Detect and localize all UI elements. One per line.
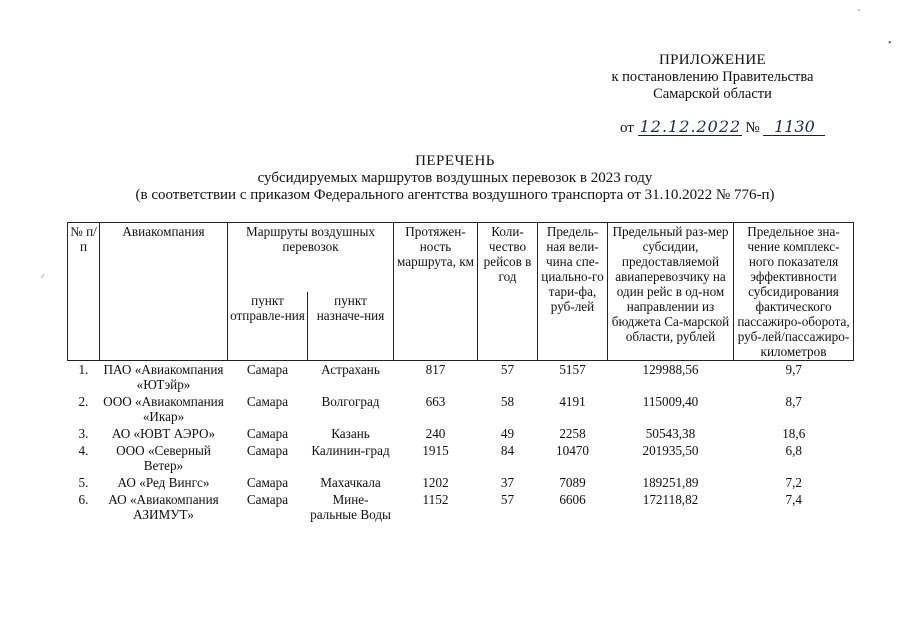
cell-num: 6. xyxy=(78,492,89,507)
cell-efficiency: 6,8 xyxy=(785,443,802,458)
decree-number-label: № xyxy=(745,120,760,136)
cell-length: 1202 xyxy=(422,475,449,490)
table-row xyxy=(68,425,854,442)
appendix-title: ПРИЛОЖЕНИЕ xyxy=(658,52,767,68)
table-row xyxy=(68,393,854,425)
document-basis: (в соответствии с приказом Федерального агентства воздушного транспорта от 31.10.2022 № 776-п) xyxy=(135,187,775,203)
cell-num: 3. xyxy=(78,426,89,441)
cell-num: 4. xyxy=(78,443,89,458)
cell-flights: 57 xyxy=(500,492,515,507)
cell-flights: 37 xyxy=(500,475,515,490)
cell-subsidy: 189251,89 xyxy=(642,475,699,490)
cell-tariff: 5157 xyxy=(559,362,586,377)
cell-destination: Казань xyxy=(331,426,370,441)
cell-length: 817 xyxy=(425,362,446,377)
cell-destination: Волгоград xyxy=(321,394,380,409)
cell-departure: Самара xyxy=(246,394,289,409)
cell-departure: Самара xyxy=(246,362,289,377)
cell-tariff: 6606 xyxy=(559,492,586,507)
cell-efficiency: 7,2 xyxy=(785,475,802,490)
decree-reference xyxy=(620,118,825,137)
decree-from-label: от xyxy=(620,120,634,136)
table-row xyxy=(68,491,854,523)
header-flights: Коли-чество рейсов в год xyxy=(478,223,538,361)
scan-mark: ' xyxy=(858,8,860,19)
cell-num: 1. xyxy=(78,362,89,377)
cell-airline: АО «ЮВТ АЭРО» xyxy=(111,426,216,441)
cell-tariff: 2258 xyxy=(559,426,586,441)
cell-subsidy: 201935,50 xyxy=(642,443,699,458)
cell-efficiency: 18,6 xyxy=(782,426,806,441)
cell-subsidy: 50543,38 xyxy=(645,426,696,441)
document-title: ПЕРЕЧЕНЬ xyxy=(415,153,495,169)
cell-airline: ООО «Северный Ветер» xyxy=(116,443,211,473)
cell-departure: Самара xyxy=(246,492,289,507)
cell-flights: 58 xyxy=(500,394,515,409)
header-num: № п/п xyxy=(68,223,100,361)
cell-efficiency: 9,7 xyxy=(785,362,802,377)
scan-mark: ⸝ xyxy=(40,269,45,280)
cell-tariff: 10470 xyxy=(556,443,589,458)
cell-subsidy: 172118,82 xyxy=(642,492,699,507)
cell-length: 1152 xyxy=(422,492,449,507)
cell-length: 1915 xyxy=(422,443,449,458)
table-row xyxy=(68,442,854,474)
cell-destination: Астрахань xyxy=(321,362,380,377)
cell-num: 2. xyxy=(78,394,89,409)
appendix-line-1: к постановлению Правительства xyxy=(611,69,814,85)
table-row xyxy=(68,474,854,491)
cell-airline: ПАО «Авиакомпания «ЮТэйр» xyxy=(103,362,224,392)
scan-mark: • xyxy=(888,38,892,49)
cell-num: 5. xyxy=(78,475,89,490)
routes-table xyxy=(67,222,854,523)
document-heading xyxy=(60,153,850,204)
header-departure: пункт отправле-ния xyxy=(228,292,308,361)
cell-airline: ООО «Авиакомпания «Икар» xyxy=(103,394,224,424)
cell-departure: Самара xyxy=(246,426,289,441)
cell-departure: Самара xyxy=(246,475,289,490)
cell-subsidy: 115009,40 xyxy=(642,394,699,409)
header-length: Протяжен-ность маршрута, км xyxy=(394,223,478,361)
decree-date: 12.12.2022 xyxy=(639,117,742,136)
cell-airline: АО «Ред Вингс» xyxy=(117,475,210,490)
cell-flights: 49 xyxy=(500,426,515,441)
appendix-block xyxy=(590,52,835,103)
cell-subsidy: 129988,56 xyxy=(642,362,699,377)
header-airline: Авиакомпания xyxy=(100,223,228,361)
header-tariff: Предель-ная вели-чина спе-циально-го тари-фа, руб-лей xyxy=(538,223,608,361)
document-subtitle: субсидируемых маршрутов воздушных перевозок в 2023 году xyxy=(257,170,653,186)
cell-destination: Мине-ральные Воды xyxy=(310,492,391,522)
cell-flights: 84 xyxy=(500,443,515,458)
cell-departure: Самара xyxy=(246,443,289,458)
header-routes: Маршруты воздушных перевозок xyxy=(228,223,394,292)
cell-tariff: 7089 xyxy=(559,475,586,490)
cell-length: 663 xyxy=(425,394,446,409)
cell-length: 240 xyxy=(425,426,446,441)
table-row xyxy=(68,361,854,394)
appendix-line-2: Самарской области xyxy=(653,86,772,102)
decree-number: 1130 xyxy=(763,118,825,136)
cell-efficiency: 8,7 xyxy=(785,394,802,409)
cell-destination: Махачкала xyxy=(320,475,381,490)
cell-destination: Калинин-град xyxy=(311,443,390,458)
cell-flights: 57 xyxy=(500,362,515,377)
cell-tariff: 4191 xyxy=(559,394,586,409)
cell-airline: АО «Авиакомпания АЗИМУТ» xyxy=(108,492,219,522)
header-destination: пункт назначе-ния xyxy=(308,292,394,361)
header-subsidy: Предельный раз-мер субсидии, предоставляемой авиаперевозчику на один рейс в од-ном направлении из бюджета Са-марской области, рублей xyxy=(608,223,734,361)
header-efficiency: Предельное зна-чение комплекс-ного показателя эффективности субсидирования фактического пассажиро-оборота, руб-лей/пассажиро-километров xyxy=(734,223,854,361)
routes-table-body xyxy=(68,361,854,524)
cell-efficiency: 7,4 xyxy=(785,492,802,507)
